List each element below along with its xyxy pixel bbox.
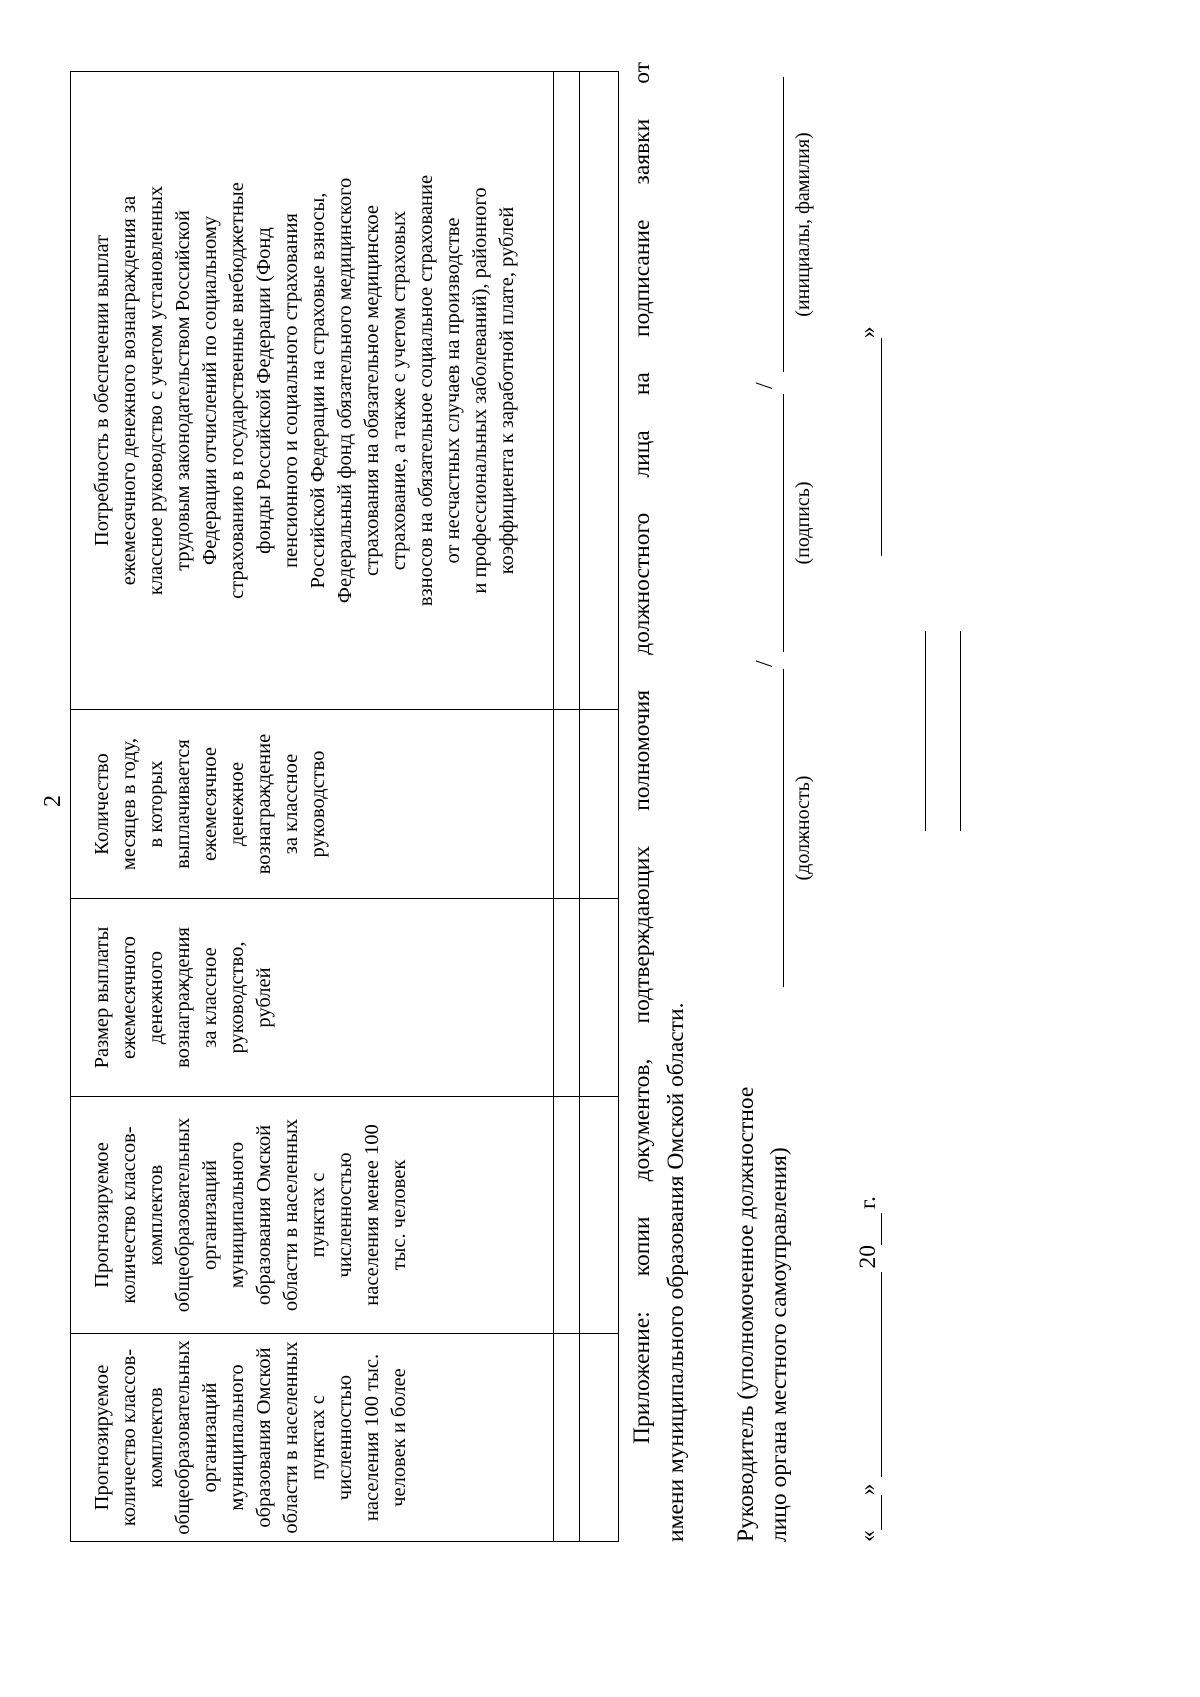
stamp-close-quote: » (855, 326, 881, 339)
header-cell: Размер выплаты ежемесячного денежного вознаграждения за классное руководство, рублей (71, 899, 554, 1097)
date-line (855, 326, 882, 1542)
separator-slash: / (752, 382, 778, 389)
extra-line (925, 631, 926, 831)
name-caption: (инициалы, фамилия) (792, 132, 814, 317)
date-close-quote: » (855, 1483, 881, 1496)
table-cell (580, 1334, 619, 1542)
table-cell (580, 710, 619, 899)
day-blank (855, 1495, 882, 1530)
table-cell (554, 899, 580, 1097)
position-line (783, 669, 784, 987)
table-cell (580, 72, 619, 710)
year-suffix: г. (855, 1196, 881, 1209)
table-row (580, 72, 619, 1542)
header-cell: Потребность в обеспечении выплат ежемесячного денежного вознаграждения за классное руководство с учетом установленных трудовым законодательством Российской Федерации отчислений по социальному страхованию в государственные внебюджетные фонды Российской Федерации (Фонд пенсионного и социального страхования Российской Федерации на страховые взносы, Федеральный фонд обязательного медицинского страхования на обязательное медицинское страхование, а также с учетом страховых взносов на обязательное социальное страхование от несчастных случаев на производстве и профессиональных заболеваний), районного коэффициента к заработной плате, рублей (71, 72, 554, 710)
year-blank (855, 1213, 882, 1245)
name-line (783, 77, 784, 372)
attachment-note-line1: Приложение: копии документов, подтверждающих полномочия должностного лица на подписание заявки от (629, 62, 655, 1444)
header-cell: Прогнозируемое количество классов- комплектов общеобразовательных организаций муниципального образования Омской области в населенных пунктах с численностью населения 100 тыс. человек и более (71, 1334, 554, 1542)
table-cell (580, 899, 619, 1097)
signature-line (783, 394, 784, 652)
header-cell: Прогнозируемое количество классов- комплектов общеобразовательных организаций муниципального образования Омской области в населенных пунктах с численностью населения менее 100 тыс. человек (71, 1097, 554, 1334)
month-blank (855, 1273, 882, 1478)
header-cell: Количество месяцев в году, в которых выплачивается ежемесячное денежное вознаграждение за классное руководство (71, 710, 554, 899)
stamp-date-blank (855, 338, 882, 556)
table-cell (554, 710, 580, 899)
signature-caption: (подпись) (792, 481, 814, 565)
needs-table (70, 71, 619, 1542)
table-cell (554, 1334, 580, 1542)
attachment-note-line2: имени муниципального образования Омской области. (663, 1002, 689, 1542)
table-header-row (71, 72, 554, 1542)
table-cell (554, 1097, 580, 1334)
table-cell (580, 1097, 619, 1334)
table-row (554, 72, 580, 1542)
position-caption: (должность) (792, 775, 814, 881)
year-prefix: 20 (855, 1245, 881, 1269)
signatory-label: Руководитель (уполномоченное должностное лицо органа местного самоуправления) (733, 1086, 792, 1542)
separator-slash: / (752, 660, 778, 667)
attachment-note (625, 62, 693, 1542)
table-cell (554, 72, 580, 710)
date-open-quote: « (855, 1530, 881, 1542)
extra-line (960, 631, 961, 831)
page-number: 2 (40, 795, 66, 807)
